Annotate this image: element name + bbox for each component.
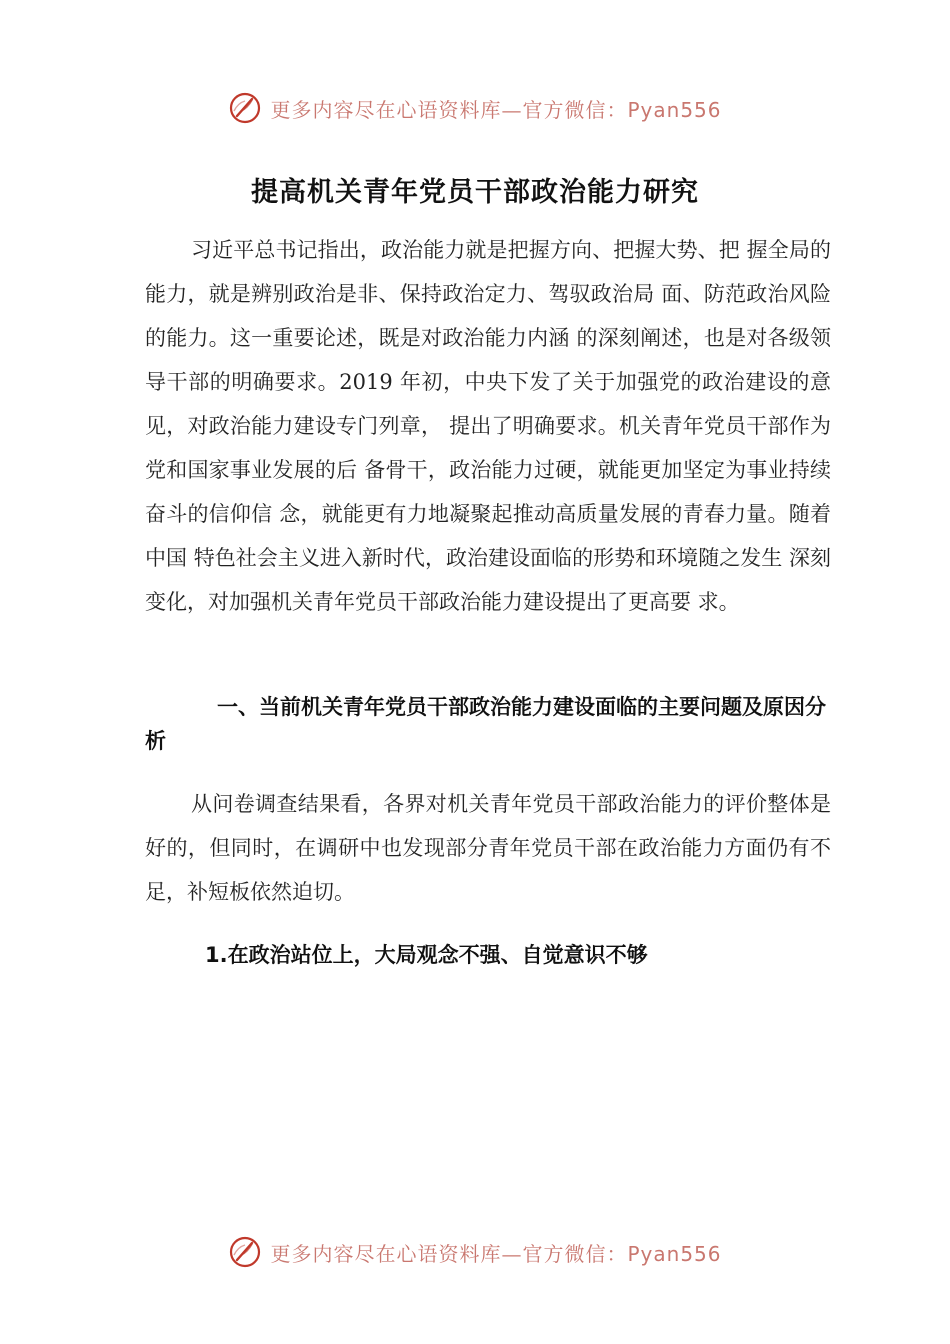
footer-watermark-banner	[0, 1232, 950, 1272]
quill-circle-icon	[228, 1235, 262, 1269]
document-title: 提高机关青年党员干部政治能力研究	[251, 177, 699, 208]
banner-slogan: 更多内容尽在心语资料库—官方微信：	[270, 97, 628, 122]
banner-wechat-id: Pyan556	[627, 1241, 722, 1266]
quill-circle-icon	[228, 91, 262, 125]
banner-slogan: 更多内容尽在心语资料库—官方微信：	[270, 1241, 628, 1266]
survey-paragraph: 从问卷调查结果看，各界对机关青年党员干部政治能力的评价整体是好的，但同时，在调研中也发现部分青年党员干部在政治能力方面仍有不足，补短板依然迫切。	[145, 792, 831, 904]
banner-text	[270, 1238, 721, 1267]
header-watermark-banner	[0, 88, 950, 128]
intro-paragraph: 习近平总书记指出，政治能力就是把握方向、把握大势、把 握全局的能力，就是辨别政治是非、保持政治定力、驾驭政治局 面、防范政治风险的能力。这一重要论述，既是对政治能力内涵 的深刻阐述，也是对各级领导干部的明确要求。2019 年初，中央下发了关于加强党的政治建设的意见，对政治能力建设专门列章， 提出了明确要求。机关青年党员干部作为党和国家事业发展的后 备骨干，政治能力过硬，就能更加坚定为事业持续奋斗的信仰信 念，就能更有力地凝聚起推动高质量发展的青春力量。随着中国 特色社会主义进入新时代，政治建设面临的形势和环境随之发生 深刻变化，对加强机关青年党员干部政治能力建设提出了更高要 求。	[145, 238, 831, 614]
subsection-heading: 1.在政治站位上，大局观念不强、自觉意识不够	[205, 943, 648, 967]
banner-wechat-id: Pyan556	[627, 97, 722, 122]
section-heading: 一、当前机关青年党员干部政治能力建设面临的主要问题及原因分析	[145, 695, 826, 753]
banner-text	[270, 94, 721, 123]
